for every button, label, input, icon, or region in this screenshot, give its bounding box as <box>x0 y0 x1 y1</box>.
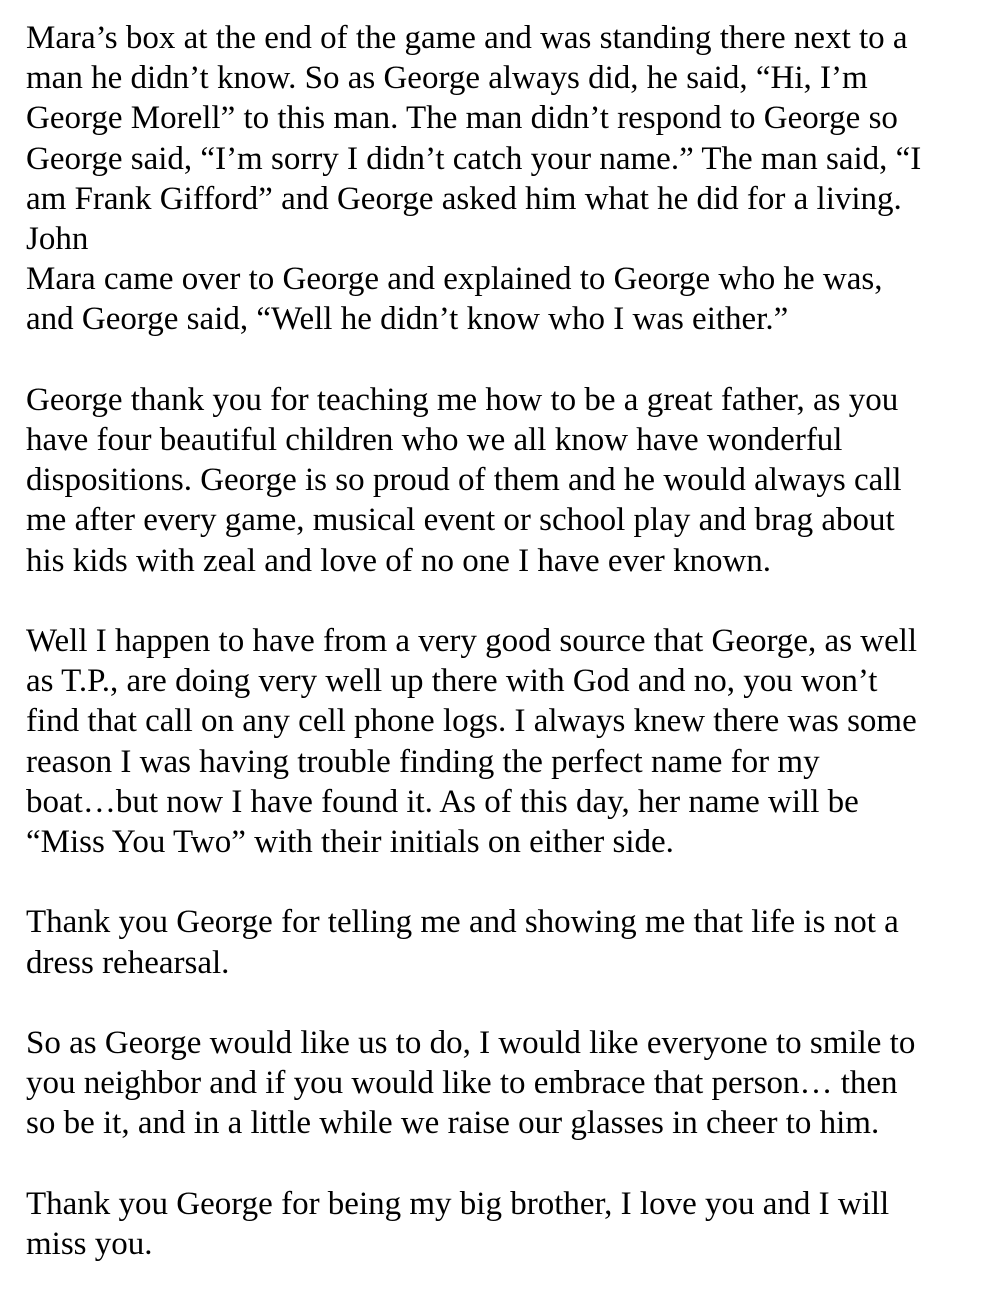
text-line: Mara came over to George and explained to George who he was, <box>26 261 883 298</box>
text-line: so be it, and in a little while we raise our glasses in cheer to him. <box>26 1105 880 1142</box>
text-line: and George said, “Well he didn’t know who I was either.” <box>26 301 789 338</box>
paragraph-4 <box>26 902 986 982</box>
text-line: have four beautiful children who we all know have wonderful <box>26 422 843 459</box>
text-line: dispositions. George is so proud of them and he would always call <box>26 462 902 499</box>
text-line: miss you. <box>26 1226 153 1263</box>
text-line: Mara’s box at the end of the game and was standing there next to a <box>26 20 908 56</box>
paragraph-5 <box>26 1023 986 1144</box>
text-line: Thank you George for telling me and showing me that life is not a <box>26 904 899 941</box>
text-line: me after every game, musical event or school play and brag about <box>26 502 895 539</box>
text-line: dress rehearsal. <box>26 944 230 981</box>
text-line: Thank you George for being my big brother, I love you and I will <box>26 1185 890 1222</box>
text-line: John <box>26 221 89 258</box>
paragraph-2 <box>26 380 986 581</box>
text-line: find that call on any cell phone logs. I always knew there was some <box>26 703 917 740</box>
text-line: George thank you for teaching me how to be a great father, as you <box>26 381 899 418</box>
text-line: his kids with zeal and love of no one I have ever known. <box>26 542 772 579</box>
text-line: So as George would like us to do, I would like everyone to smile to <box>26 1025 916 1062</box>
text-line: as T.P., are doing very well up there with God and no, you won’t <box>26 663 878 700</box>
text-line: boat…but now I have found it. As of this day, her name will be <box>26 783 859 820</box>
text-line: Well I happen to have from a very good source that George, as well <box>26 623 918 660</box>
text-line: reason I was having trouble finding the perfect name for my <box>26 743 820 780</box>
text-line: “Miss You Two” with their initials on either side. <box>26 824 674 861</box>
text-line: man he didn’t know. So as George always did, he said, “Hi, I’m <box>26 60 868 97</box>
document-page <box>26 18 986 1304</box>
paragraph-3 <box>26 621 986 862</box>
paragraph-1 <box>26 18 986 340</box>
text-line: am Frank Gifford” and George asked him what he did for a living. <box>26 180 902 217</box>
paragraph-6 <box>26 1184 986 1264</box>
text-line: George Morell” to this man. The man didn’t respond to George so <box>26 100 898 137</box>
text-line: George said, “I’m sorry I didn’t catch your name.” The man said, “I <box>26 140 922 177</box>
text-line: you neighbor and if you would like to embrace that person… then <box>26 1065 898 1102</box>
